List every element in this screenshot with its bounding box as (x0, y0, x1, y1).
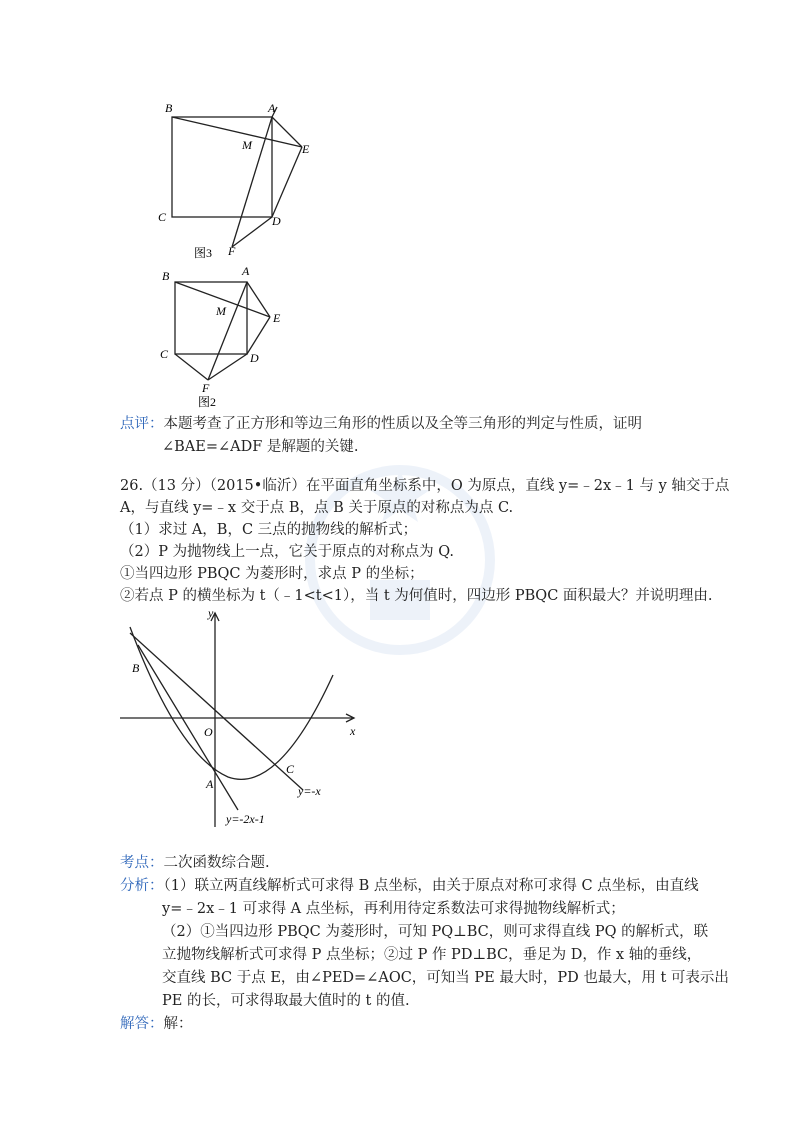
kaodian-label: 考点： (120, 855, 164, 871)
fig2-label-b: B (162, 269, 170, 283)
graph-axis-y: y (208, 606, 214, 620)
fenxi-line-3: （2）①当四边形 PBQC 为菱形时，可知 PQ⊥BC，则可求得直线 PQ 的解析式，联 (162, 924, 709, 940)
kaodian-text: 二次函数综合题. (163, 855, 270, 871)
graph-axis-x: x (350, 724, 356, 738)
problem-part-2-2: ②若点 P 的横坐标为 t（﹣1<t<1），当 t 为何值时，四边形 PBQC 面积最大？并说明理由. (120, 588, 713, 604)
coordinate-graph (118, 605, 368, 830)
fig3-label-b: B (165, 101, 173, 115)
review-label: 点评： (120, 416, 164, 432)
fig2-caption: 图2 (198, 395, 217, 409)
jieda-label: 解答： (120, 1016, 164, 1032)
fig2-label-d: D (250, 351, 259, 365)
kaodian-line (120, 853, 270, 873)
fig3-label-e: E (302, 142, 310, 156)
graph-point-c: C (286, 762, 295, 776)
fenxi-text-1: （1）联立两直线解析式可求得 B 点坐标，由关于原点对称可求得 C 点坐标，由直线 (163, 878, 699, 894)
fig3-caption: 图3 (194, 246, 213, 260)
fig2-label-m: M (216, 304, 226, 318)
problem-line-2: A，与直线 y=﹣x 交于点 B，点 B 关于原点的对称点为点 C. (120, 500, 514, 516)
figure-2-diagram (150, 262, 300, 412)
graph-line-y-neg-2x-1: y=-2x-1 (226, 812, 265, 826)
figure-3-diagram (150, 95, 320, 265)
problem-part-2-1: ①当四边形 PBQC 为菱形时，求点 P 的坐标； (120, 566, 424, 582)
jieda-text: 解： (163, 1016, 193, 1032)
fig3-label-m: M (242, 138, 252, 152)
problem-line-1: 26.（13 分）（2015•临沂）在平面直角坐标系中，O 为原点，直线 y=﹣2x﹣1 与 y 轴交于点 (120, 478, 730, 494)
graph-line-y-neg-x: y=-x (298, 784, 321, 798)
fig2-label-c: C (160, 347, 169, 361)
graph-point-b: B (132, 661, 140, 675)
fig3-label-c: C (158, 210, 167, 224)
review-text-1: 本题考查了正方形和等边三角形的性质以及全等三角形的判定与性质，证明 (163, 416, 642, 432)
fig2-label-f: F (202, 381, 210, 395)
problem-part-1: （1）求过 A，B，C 三点的抛物线的解析式； (120, 522, 418, 538)
fenxi-line-1 (120, 876, 699, 896)
fig2-label-a: A (242, 264, 250, 278)
fig3-label-a: A (268, 101, 276, 115)
graph-point-a: A (206, 777, 214, 791)
fenxi-line-2: y=﹣2x﹣1 可求得 A 点坐标，再利用待定系数法可求得抛物线解析式； (162, 901, 625, 917)
fig3-label-f: F (228, 244, 236, 258)
fenxi-label: 分析： (120, 878, 164, 894)
review-line-1 (120, 414, 642, 434)
fig2-label-e: E (273, 311, 281, 325)
fenxi-line-6: PE 的长，可求得取最大值时的 t 的值. (162, 993, 410, 1009)
graph-origin-label: O (204, 725, 213, 739)
fenxi-line-4: 立抛物线解析式可求得 P 点坐标；②过 P 作 PD⊥BC，垂足为 D，作 x 轴的垂线， (162, 947, 702, 963)
review-line-2: ∠BAE=∠ADF 是解题的关键. (162, 439, 359, 455)
problem-part-2: （2）P 为抛物线上一点，它关于原点的对称点为 Q. (120, 544, 454, 560)
jieda-line (120, 1014, 193, 1034)
fenxi-line-5: 交直线 BC 于点 E，由∠PED=∠AOC，可知当 PE 最大时，PD 也最大，用 t 可表示出 (162, 970, 729, 986)
fig3-label-d: D (272, 214, 281, 228)
